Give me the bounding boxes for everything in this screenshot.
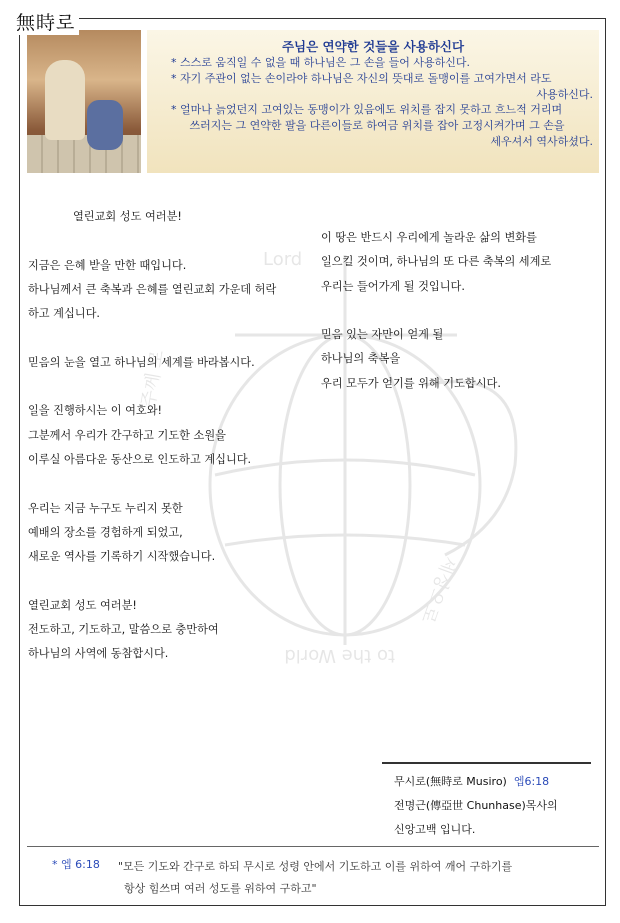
letter-right-column	[321, 226, 591, 396]
signature-line-3: 신앙고백 입니다.	[394, 823, 476, 837]
letter-line: 우리 모두가 얻기를 위해 기도합시다.	[321, 376, 501, 390]
letter-line: 하고 계십니다.	[28, 307, 100, 321]
brand-logo: 無時로	[16, 8, 79, 35]
footer-verse-ref: * 엡 6:18	[52, 858, 100, 871]
header-photo	[27, 30, 141, 173]
letter-line: 이루실 아름다운 동산으로 인도하고 계십니다.	[28, 452, 252, 466]
letter-line: 일을 진행하시는 이 여호와!	[28, 404, 163, 418]
footer-verse-text	[118, 856, 588, 900]
letter-line: 우리는 지금 누구도 누리지 못한	[28, 501, 183, 515]
watermark-text-left: 주께 로	[137, 348, 169, 410]
letter-line: 하나님께서 큰 축복과 은혜를 열린교회 가운데 허락	[28, 282, 277, 296]
letter-line: 우리는 들어가게 될 것입니다.	[321, 279, 465, 293]
watermark-text-top: Lord	[263, 249, 303, 270]
letter-line: 열린교회 성도 여러분!	[28, 598, 137, 612]
header-lines	[161, 55, 593, 150]
header-line: * 스스로 움직일 수 없을 때 하나님은 그 손을 들어 사용하신다.	[171, 56, 470, 69]
letter-line: 하나님의 축복을	[321, 352, 401, 366]
letter-left-column	[28, 205, 308, 667]
header-line: 쓰러지는 그 연약한 팔을 다른이들로 하여금 위치를 잡아 고정시켜가며 그 손을	[189, 119, 565, 133]
header-line: 사용하신다.	[536, 87, 593, 101]
letter-line: 일으킬 것이며, 하나님의 또 다른 축복의 세계로	[321, 255, 552, 269]
photo-floor	[27, 135, 141, 173]
photo-figure-kneeling	[87, 100, 123, 150]
letter-line: 예배의 장소를 경험하게 되었고,	[28, 525, 183, 539]
signature-line-2: 전명근(傳亞世 Chunhase)목사의	[394, 799, 558, 813]
letter-line: 하나님의 사역에 동참합시다.	[28, 647, 169, 661]
header-line: * 자기 주관이 없는 손이라야 하나님은 자신의 뜻대로 돌맹이를 고여가면서 라도	[171, 71, 552, 85]
signature-block	[382, 762, 591, 843]
signature-name: 무시로(無時로 Musiro)	[394, 775, 507, 788]
header-line: * 얼마나 늙었던지 고여있는 동맹이가 있음에도 위치를 잡지 못하고 흐느적 거리며	[171, 103, 563, 117]
photo-figure-standing	[45, 60, 85, 140]
letter-line: 이 땅은 반드시 우리에게 놀라운 삶의 변화를	[321, 231, 537, 244]
header-line: 세우셔서 역사하셨다.	[490, 134, 593, 148]
header-title: 주님은 연약한 것들을 사용하신다	[281, 39, 465, 54]
footer-verse-line: 항상 힘쓰며 여러 성도를 위하여 구하고"	[124, 882, 317, 895]
watermark-text-right: 세상으로	[416, 553, 461, 626]
signature-verse-ref: 엡6:18	[513, 775, 550, 788]
letter-line: 지금은 은혜 받을 만한 때입니다.	[28, 258, 187, 272]
letter-line: 믿음 있는 자만이 얻게 될	[321, 328, 444, 342]
watermark-text-bottom: to the World	[284, 645, 395, 666]
letter-line: 믿음의 눈을 열고 하나님의 세계를 바라봅시다.	[28, 355, 255, 369]
letter-greeting: 열린교회 성도 여러분!	[73, 210, 182, 223]
footer-verse-line: "모든 기도와 간구로 하되 무시로 성령 안에서 기도하고 이를 위하여 깨어 구하기를	[118, 860, 513, 873]
letter-line: 전도하고, 기도하고, 말씀으로 충만하여	[28, 623, 219, 637]
signature-line-1	[382, 770, 591, 794]
footer-divider	[27, 846, 599, 847]
header-banner	[147, 30, 599, 173]
letter-line: 그분께서 우리가 간구하고 기도한 소원을	[28, 428, 226, 442]
letter-line: 새로운 역사를 기록하기 시작했습니다.	[28, 550, 216, 564]
